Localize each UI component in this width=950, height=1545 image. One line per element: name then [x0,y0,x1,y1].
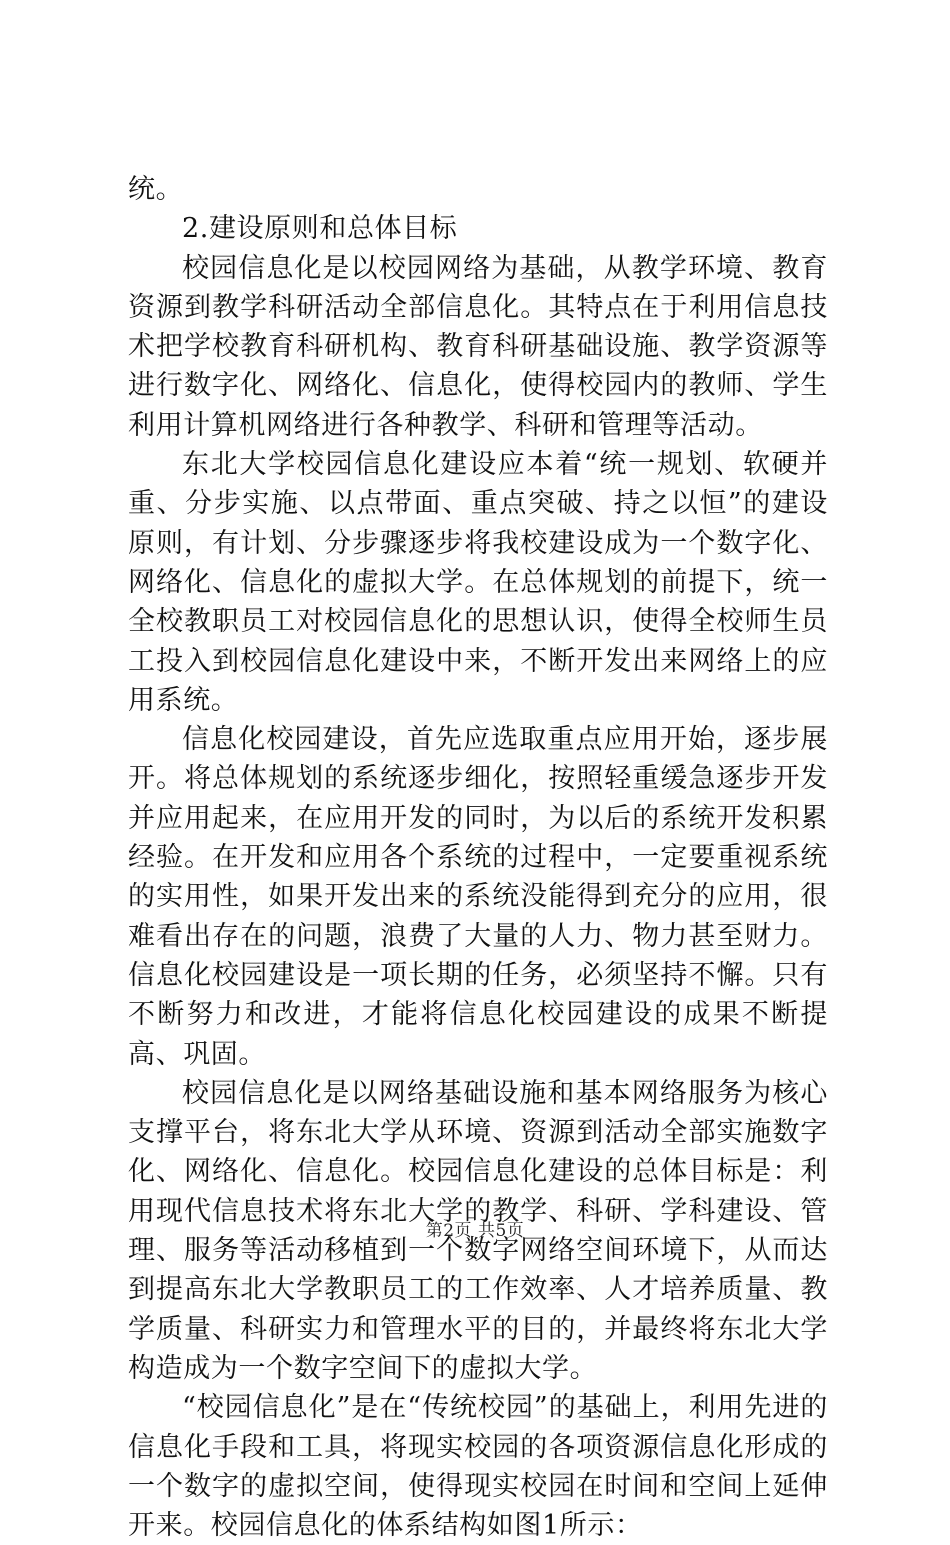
paragraph-implementation-strategy: 信息化校园建设，首先应选取重点应用开始，逐步展开。将总体规划的系统逐步细化，按照轻重缓急逐步开发并应用起来，在应用开发的同时，为以后的系统开发积累经验。在开发和应用各个系统的过程中，一定要重视系统的实用性，如果开发出来的系统没能得到充分的应用，很难看出存在的问题，浪费了大量的人力、物力甚至财力。信息化校园建设是一项长期的任务，必须坚持不懈。只有不断努力和改进，才能将信息化校园建设的成果不断提高、巩固。 [128,724,828,1070]
section-heading: 2.建设原则和总体目标 [182,213,458,245]
paragraph-campus-informatization-definition: 校园信息化是以校园网络为基础，从教学环境、教育资源到教学科研活动全部信息化。其特点在于利用信息技术把学校教育科研机构、教育科研基础设施、教学资源等进行数字化、网络化、信息化，使得校园内的教师、学生利用计算机网络进行各种教学、科研和管理等活动。 [128,252,828,441]
document-body [128,170,828,1545]
paragraph-continuation: 统。 [128,174,184,205]
page-number-footer: 第2页 共5页 [425,1221,525,1241]
paragraph-construction-principles: 东北大学校园信息化建设应本着“统一规划、软硬并重、分步实施、以点带面、重点突破、持之以恒”的建设原则，有计划、分步骤逐步将我校建设成为一个数字化、网络化、信息化的虚拟大学。在总体规划的前提下，统一全校教职员工对校园信息化的思想认识，使得全校师生员工投入到校园信息化建设中来，不断开发出来网络上的应用系统。 [128,449,828,716]
paragraph-overall-goal: 校园信息化是以网络基础设施和基本网络服务为核心支撑平台，将东北大学从环境、资源到活动全部实施数字化、网络化、信息化。校园信息化建设的总体目标是：利用现代信息技术将东北大学的教学、科研、学科建设、管理、服务等活动移植到一个数字网络空间环境下，从而达到提高东北大学教职员工的工作效率、人才培养质量、教学质量、科研实力和管理水平的目的，并最终将东北大学构造成为一个数字空间下的虚拟大学。 [128,1077,828,1384]
paragraph-architecture-intro: “校园信息化”是在“传统校园”的基础上，利用先进的信息化手段和工具，将现实校园的各项资源信息化形成的一个数字的虚拟空间，使得现实校园在时间和空间上延伸开来。校园信息化的体系结构如图1所示： [128,1392,828,1542]
